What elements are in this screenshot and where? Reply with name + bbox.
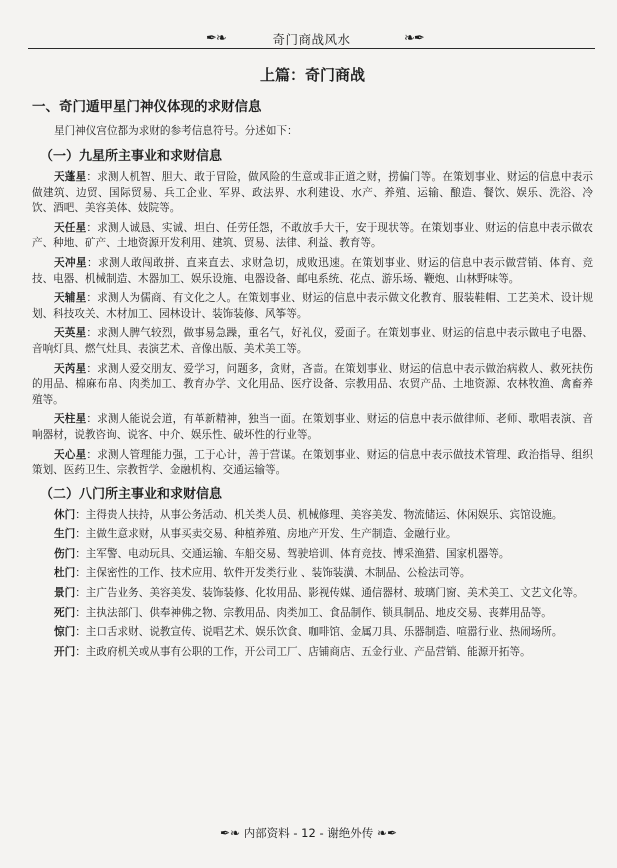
footer-ornament-left-icon: ✒❧ (219, 826, 241, 840)
star-entry (32, 326, 593, 357)
star-name: 天芮星 (54, 362, 87, 375)
star-text: ：求测人为儒商、有文化之人。在策划事业、财运的信息中表示做文化教育、服装鞋帽、工艺美术、设计规划、科技攻关、木材加工、园林设计、装饰装修、风筝等。 (32, 292, 594, 320)
header-ornament-left-icon: ✒❧ (206, 31, 226, 46)
star-entry (32, 448, 593, 479)
door-entry (32, 586, 593, 602)
door-entry (32, 547, 593, 563)
door-name: 景门 (54, 587, 76, 600)
star-entry (32, 412, 593, 443)
star-text: ：求测人能说会道，有革新精神，独当一面。在策划事业、财运的信息中表示做律师、老师、歌唱表演、音响器材，说教咨询、说客、中介、娱乐性、破坏性的行业等。 (32, 413, 594, 441)
star-text: ：求测人管理能力强，工于心计，善于营谋。在策划事业、财运的信息中表示做技术管理、政治指导、组织策划、医药卫生、宗教哲学、金融机构、交通运输等。 (32, 448, 594, 477)
page-footer (0, 825, 617, 841)
star-name: 天心星 (54, 448, 87, 461)
door-name: 休门 (54, 508, 76, 521)
doors-heading: （二）八门所主事业和求财信息 (40, 486, 223, 502)
door-entry (32, 645, 593, 661)
footer-ornament-right-icon: ❧✒ (376, 826, 398, 840)
door-text: ：主做生意求财，从事买卖交易、种植养殖、房地产开发、生产制造、金融行业。 (75, 528, 457, 541)
header-ornament-right-icon: ❧✒ (404, 31, 424, 46)
door-name: 开门 (54, 645, 76, 658)
star-entry (32, 256, 593, 287)
door-name: 伤门 (54, 547, 76, 560)
door-text: ：主广告业务、美容美发、装饰装修、化妆用品、影视传媒、通信器材、玻璃门窗、美术美工、文艺文化等。 (75, 587, 584, 600)
door-entry (32, 606, 593, 622)
stars-list (32, 170, 593, 479)
star-text: ：求测人脾气较烈，做事易急躁，重名气，好礼仪，爱面子。在策划事业、财运的信息中表示做电子电器、音响灯具、燃气灶具、表演艺术、音像出版、美术美工等。 (32, 327, 594, 355)
section-title: 一、奇门遁甲星门神仪体现的求财信息 (32, 99, 262, 115)
star-text: ：求测人爱交朋友、爱学习，问题多，贪财，吝啬。在策划事业、财运的信息中表示做治病救人、救死扶伤的用品、棉麻布帛、肉类加工、教育办学、文化用品、医疗设备、宗教用品、农贸产品、土地资源、农林牧渔、禽畜养殖等。 (32, 362, 594, 406)
door-entry (32, 527, 593, 543)
running-header (28, 18, 595, 54)
header-title: 奇门商战风水 (272, 32, 351, 47)
door-name: 死门 (54, 606, 76, 619)
star-name: 天辅星 (54, 292, 87, 305)
star-entry (32, 362, 593, 409)
star-entry (32, 291, 593, 322)
star-text: ：求测人敢闯敢拼、直来直去、求财急切，成败迅速。在策划事业、财运的信息中表示做营销、体育、竞技、电器、机械制造、木器加工、娱乐设施、电器设备、邮电系统、花点、游乐场、鞭炮、山林野味等。 (32, 256, 594, 285)
page-body (32, 64, 593, 664)
door-name: 惊门 (54, 626, 76, 639)
footer-text: 内部资料 - 12 - 谢绝外传 (243, 826, 374, 840)
star-name: 天任星 (54, 221, 87, 234)
door-text: ：主口舌求财、说教宣传、说唱艺术、娱乐饮食、咖啡馆、金属刀具、乐器制造、喧嚣行业、热闹场所。 (75, 626, 563, 639)
star-entry (32, 170, 593, 217)
door-entry (32, 566, 593, 582)
star-entry (32, 221, 593, 252)
door-name: 杜门 (54, 567, 76, 580)
door-text: ：主政府机关或从事有公职的工作，开公司工厂、店铺商店、五金行业、产品营销、能源开拓等。 (75, 645, 531, 658)
header-rule (28, 48, 595, 49)
door-entry (32, 625, 593, 641)
part-title: 上篇：奇门商战 (259, 66, 365, 84)
door-text: ：主保密性的工作、技术应用、软件开发类行业 、装饰装潢、木制品、公检法司等。 (75, 567, 471, 580)
door-text: ：主执法部门、供奉神佛之物、宗教用品、肉类加工、食品制作、锁具制品、地皮交易、丧葬用品等。 (75, 606, 552, 619)
door-name: 生门 (54, 528, 76, 541)
intro-paragraph: 星门神仪宫位都为求财的参考信息符号。分述如下： (54, 125, 298, 137)
star-name: 天冲星 (54, 256, 88, 269)
star-name: 天蓬星 (54, 171, 87, 183)
door-entry (32, 508, 593, 524)
star-text: ：求测人机智、胆大、敢于冒险，做风险的生意或非正道之财，捞偏门等。在策划事业、财运的信息中表示做建筑、边贸、国际贸易、兵工企业、军界、政法界、水利建设、水产、养殖、运输、酿造、餐饮、娱乐、洗浴、冷饮、酒吧、美容美体、妓院等。 (32, 171, 594, 215)
star-name: 天柱星 (54, 413, 87, 426)
stars-heading: （一）九星所主事业和求财信息 (40, 149, 223, 164)
star-name: 天英星 (54, 327, 87, 340)
door-text: ：主得贵人扶持，从事公务活动、机关类人员、机械修理、美容美发、物流储运、休闲娱乐、宾馆设施。 (75, 508, 563, 521)
star-text: ：求测人诚恳、实诚、坦白、任劳任怨，不敢放手大干，安于现状等。在策划事业、财运的信息中表示做农产、种地、矿产、土地资源开发利用、建筑、贸易、法律、利益、教育等。 (32, 221, 594, 250)
doors-list (32, 508, 593, 661)
door-text: ：主军警、电动玩具、交通运输、车船交易、驾驶培训、体育竞技、博采渔猎、国家机器等。 (75, 547, 510, 560)
